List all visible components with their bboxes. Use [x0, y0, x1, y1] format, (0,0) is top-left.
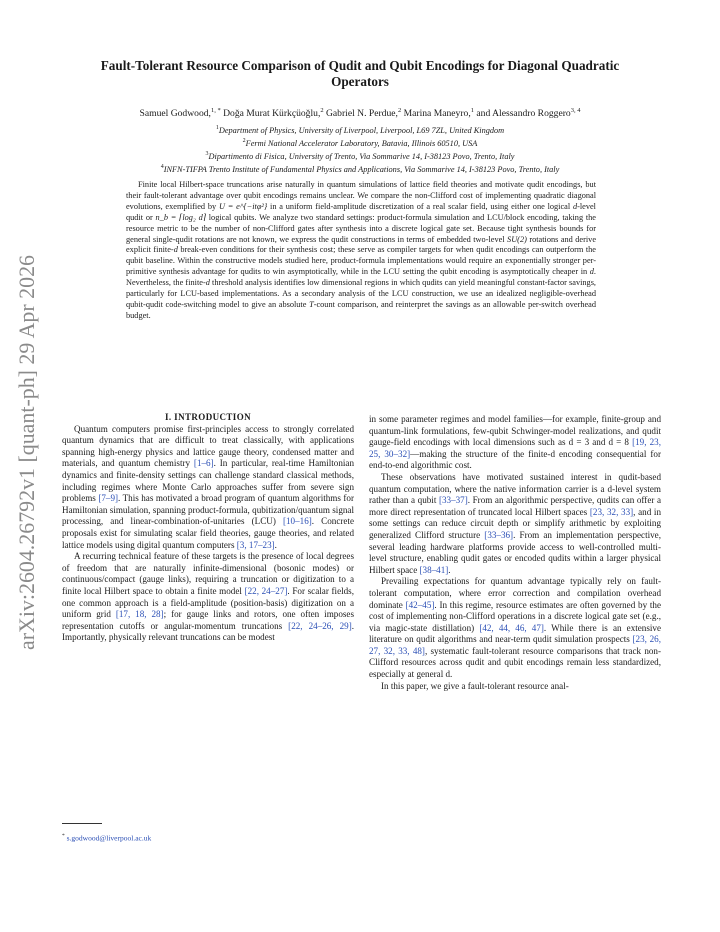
abstract: [126, 180, 596, 322]
author-affiliation-mark: 2: [320, 107, 324, 114]
affiliation-list: [30, 123, 690, 175]
affiliation-line: $^2$Fermi National Accelerator Laboratory, Batavia, Illinois 60510, USA: [242, 137, 478, 148]
paragraph: A recurring technical feature of these targets is the presence of local degrees of freedom that are naturally infinite-dimensional (bosonic modes) or continuous/compact (gauge links), requiring a truncation or digitization to a finite local Hilbert space to obtain a finite model [22, 24–27]. For scalar fields, one common approach is a field-amplitude (position-basis) digitization on a uniform grid [17, 18, 28]; for gauge links and rotors, one often imposes representation cutoffs or angular-momentum truncations [22, 24–26, 29]. Importantly, physically relevant truncations can be modest: [62, 551, 354, 643]
citation-link[interactable]: [1–6]: [193, 458, 214, 469]
abstract-text: Finite local Hilbert-space truncations arise naturally in quantum simulations of lattice field theories and motivate qudit encodings, but their fault-tolerant advantage over qubit encodings remains unclear. We compare the non-Clifford cost of implementing quadratic diagonal evolutions, exemplified by U = e^{−itφ²} in a uniform field-amplitude discretization of a real scalar field, using either one logical d-level qudit or n_b = ⌈log₂ d⌉ logical qubits. We analyze two standard settings: product-formula simulation and LCU/block encoding, taking the resource metric to be the number of non-Clifford gates after synthesis into a discrete logical gate set. Because tight synthesis bounds for general single-qudit rotations are not known, we express the qudit constructions in terms of embedded two-level SU(2) rotations and derive explicit finite-d break-even conditions for their synthesis cost; these serve as compiler targets for when qudit encodings can outperform the qubit baseline. Within the constructive models studied here, product-formula implementations would require an exponentially stronger per-primitive synthesis advantage for qudits to win asymptotically, while in the LCU setting the qubit encoding is asymptotically cheaper in d. Nevertheless, the finite-d threshold analysis identifies low dimensional regions in which qudits can yield meaningful constant-factor savings, particularly for LCU-based implementations. As a secondary analysis of the LCU construction, we use an idealized negligible-overhead qubit-qudit code-switching model to give an absolute T-count comparison, and reinterpret the savings as an allowable per-switch overhead budget.: [126, 180, 597, 320]
citation-link[interactable]: [38–41]: [419, 564, 449, 575]
affiliation-line: $^4$INFN-TIFPA Trento Institute of Fundamental Physics and Applications, Via Sommarive 14, I-38123 Povo, Trento, Italy: [160, 163, 560, 174]
citation-link[interactable]: [33–36]: [484, 529, 514, 540]
column-right: [369, 414, 661, 692]
affiliation-line: $^1$Department of Physics, University of Liverpool, Liverpool, L69 7ZL, United Kingdom: [215, 125, 505, 135]
author-affiliation-mark: 3, 4: [570, 107, 581, 114]
author-affiliation-mark: 2: [397, 107, 402, 114]
paragraph: In this paper, we give a fault-tolerant resource anal-: [381, 680, 569, 691]
citation-link[interactable]: [7–9]: [98, 493, 119, 504]
citation-link[interactable]: [19, 23, 25, 30–32]: [369, 437, 661, 459]
citation-link[interactable]: [33–37]: [438, 495, 468, 506]
author-affiliation-mark: 1: [470, 107, 474, 114]
formula: d: [589, 267, 594, 277]
formula: n_b = ⌈log₂ d⌉: [155, 212, 206, 222]
paragraph: Prevailing expectations for quantum advantage typically rely on fault-tolerant computation, where error correction and compilation overhead dominate [42–45]. In this regime, resource estimates are often governed by the cost of implementing non-Clifford operations in a discrete logical gate set (e.g., via magic-state distillation) [42, 44, 46, 47]. While there is an extensive literature on qudit algorithms and near-term qudit simulation prospects [23, 26, 27, 32, 33, 48], systematic fault-tolerant resource comparisons that track non-Clifford resources across qudit and qubit encodings remain less standardized, especially at general d.: [369, 576, 661, 680]
citation-link[interactable]: [22, 24–26, 29]: [288, 620, 352, 631]
author-name: and Alessandro Roggero: [476, 108, 571, 120]
paper-title: Fault-Tolerant Resource Comparison of Qudit and Qubit Encodings for Diagonal Quadratic Operators: [100, 58, 620, 89]
paragraph: These observations have motivated sustained interest in qudit-based quantum computation, where the native information carrier is a d-level system rather than a qubit [33–37]. From an algorithmic perspective, qudits can offer a more direct representation of truncated local Hilbert spaces [23, 32, 33], and in some settings can reduce circuit depth or simplify arithmetic by exploiting generalized Clifford structure [33–36]. From an implementation perspective, several leading hardware platforms provide access to well-controlled multi-level structure, enabling qudit gates or encoded qudits within a larger physical Hilbert space [38–41].: [369, 471, 662, 575]
formula: SU(2): [507, 234, 527, 244]
citation-link[interactable]: [23, 26, 27, 32, 33, 48]: [369, 634, 661, 656]
author-name: Marina Maneyro,: [403, 108, 471, 120]
citation-link[interactable]: [23, 32, 33]: [589, 506, 634, 517]
author-affiliation-mark: 1, *: [210, 107, 221, 114]
section-heading: I. INTRODUCTION: [164, 412, 251, 422]
column-left: [62, 412, 354, 644]
formula: T: [309, 299, 314, 309]
formula: d: [572, 201, 578, 211]
email-link[interactable]: s.godwood@liverpool.ac.uk: [66, 833, 152, 843]
author-name: Samuel Godwood,: [139, 108, 211, 120]
citation-link[interactable]: [17, 18, 28]: [115, 609, 164, 620]
author-name: Doğa Murat Kürkçüoğlu,: [223, 108, 321, 120]
citation-link[interactable]: [22, 24–27]: [244, 585, 288, 596]
arxiv-stamp: [2, 240, 44, 660]
author-list: [60, 105, 660, 120]
affiliation-line: $^3$Dipartimento di Fisica, University of Trento, Via Sommarive 14, I-38123 Povo, Trento, Italy: [205, 150, 515, 161]
formula: d: [205, 278, 210, 288]
arxiv-identifier: arXiv:2604.26792v1 [quant-ph] 29 Apr 2026: [14, 244, 39, 650]
citation-link[interactable]: [42–45]: [405, 599, 435, 610]
paragraph: in some parameter regimes and model families—for example, finite-group and quantum-link formulations, few-qubit Schwinger-model realizations, and qudit gauge-field encodings with local dimensions such as d = 3 and d = 8 [19, 23, 25, 30–32]—making the structure of the finite-d encoding consequential for end-to-end algorithmic cost.: [369, 414, 661, 471]
footnote-rule: [62, 823, 102, 824]
formula: d: [173, 245, 178, 255]
formula: U = e^{−itφ²}: [218, 201, 268, 211]
author-name: Gabriel N. Perdue,: [326, 108, 398, 120]
citation-link[interactable]: [10–16]: [282, 516, 312, 527]
footnote: * s.godwood@liverpool.ac.uk: [62, 833, 152, 843]
citation-link[interactable]: [3, 17–23]: [236, 539, 275, 550]
citation-link[interactable]: [42, 44, 46, 47]: [479, 622, 544, 633]
paragraph: Quantum computers promise first-principles access to strongly correlated quantum dynamics that are difficult to treat classically, with applications spanning high-energy physics and lattice gauge theory, condensed matter and materials, and quantum chemistry [1–6]. In particular, real-time Hamiltonian dynamics and finite-density settings can challenge standard classical methods, including regimes where Monte Carlo approaches suffer from severe sign problems [7–9]. This has motivated a broad program of quantum algorithms for Hamiltonian simulation, spanning product-formula, qubitization/quantum signal processing, and linear-combination-of-unitaries (LCU) [10–16]. Concrete proposals exist for simulating scalar field theories, gauge theories, and related lattice models using digital quantum computers [3, 17–23].: [62, 423, 354, 550]
